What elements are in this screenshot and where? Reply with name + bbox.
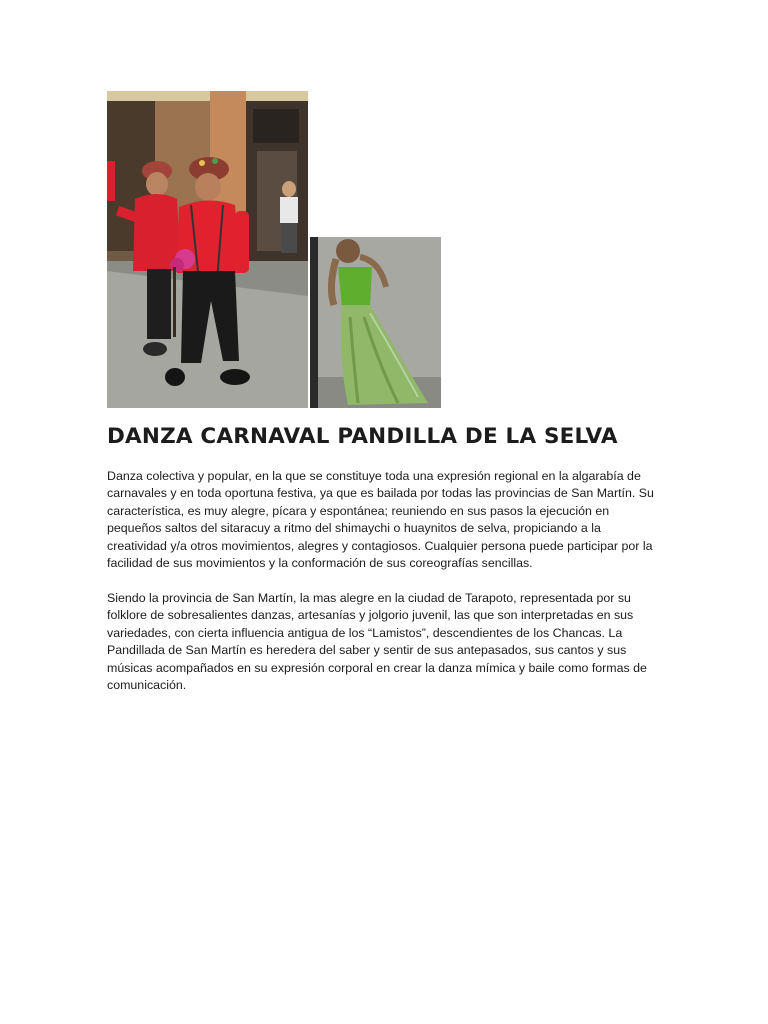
paragraph-history: Siendo la provincia de San Martín, la mas alegre en la ciudad de Tarapoto, representada por su folklore de sobresalientes danzas, artesanías y jolgorio juvenil, las que son interpretadas en sus variedades, con cierta influencia antigua de los “Lamistos”, descendientes de los Chancas. La Pandillada de San Martín es heredera del saber y sentir de sus antepasados, sus cantos y sus músicas acompañados en su expresión corporal en crear la danza mímica y baile como formas de comunicación. bbox=[107, 591, 647, 693]
photo-children-dancers bbox=[107, 91, 308, 408]
document-title: DANZA CARNAVAL PANDILLA DE LA SELVA bbox=[107, 424, 618, 449]
paragraph-description: Danza colectiva y popular, en la que se constituye toda una expresión regional en la algarabía de carnavales y en toda oportuna festiva, ya que es bailada por todas las provincias de San Martín. Su característica, es muy alegre, pícara y espontánea; reuniendo en sus pasos la ejecución en pequeños saltos del sitaracuy a ritmo del shimaychi o huaynitos de selva, propiciando a la creatividad y/a otros movimientos, alegres y contagiosos. Cualquier persona puede participar por la facilidad de sus movimientos y la conformación de sus coreografías sencillas. bbox=[107, 469, 654, 571]
photo-green-dress-dancer bbox=[310, 237, 441, 408]
